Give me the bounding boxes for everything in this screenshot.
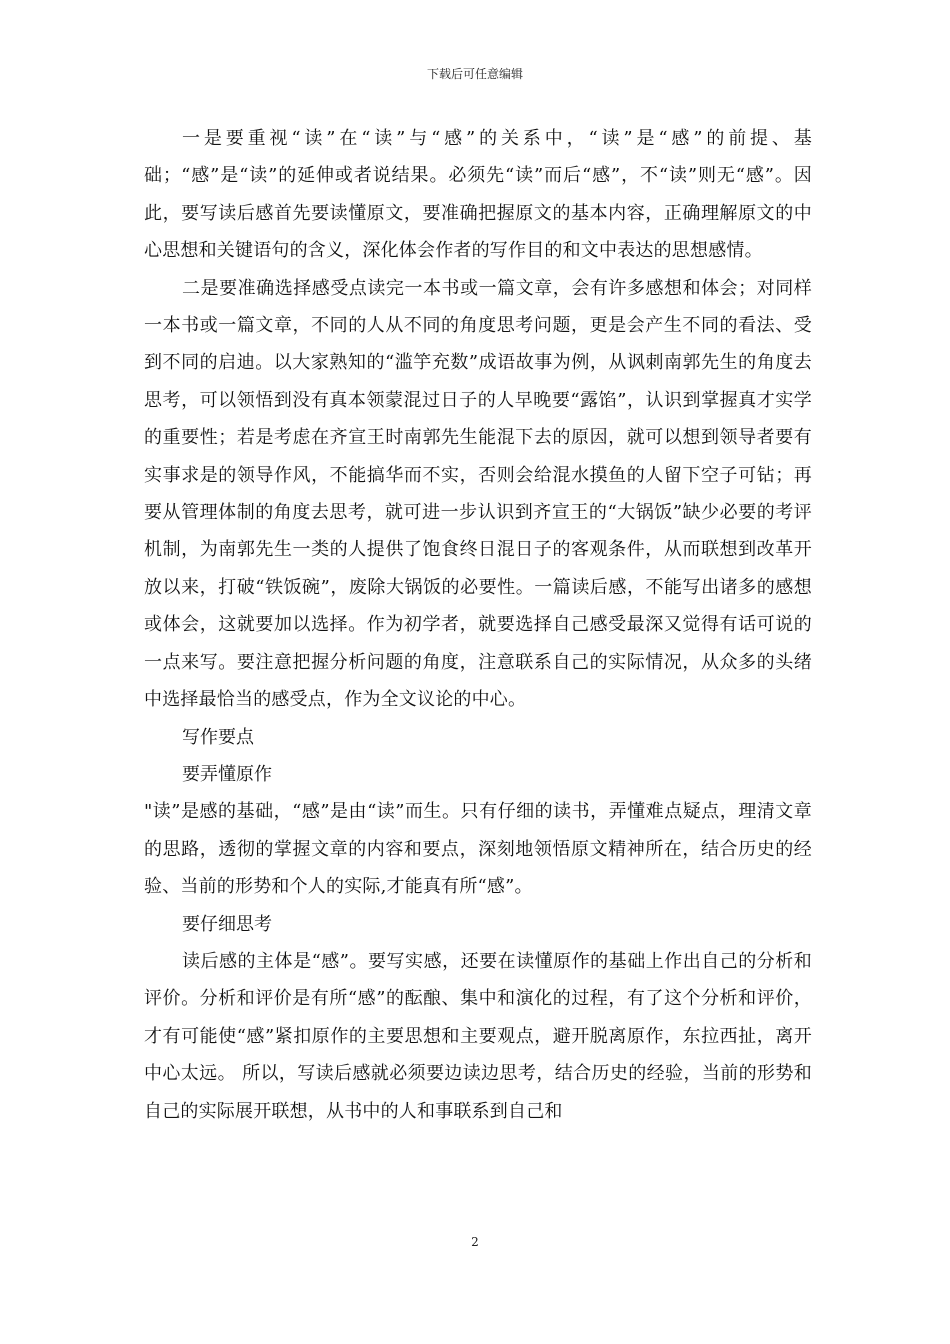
paragraph-4: 读后感的主体是“感”。要写实感，还要在读懂原作的基础上作出自己的分析和评价。分析和评价是有所“感”的酝酿、集中和演化的过程，有了这个分析和评价，才有可能使“感”紧扣原作的主要思想和主要观点，避开脱离原作，东拉西扯，离开中心太远。 所以，写读后感就必须要边读边思考，结合历史的经验，当前的形势和自己的实际展开联想，从书中的人和事联系到自己和 [144,950,812,1122]
page-number: 2 [471,1235,479,1249]
subheading-understand-original: 要弄懂原作 [182,763,272,785]
page-header: 下载后可任意编辑 [426,67,523,81]
paragraph-3: "读”是感的基础，“感”是由“读”而生。只有仔细的读书，弄懂难点疑点，理清文章的思路，透彻的掌握文章的内容和要点，深刻地领悟原文精神所在，结合历史的经验、当前的形势和个人的实际,才能真有所“感”。 [144,801,812,898]
document-body [144,120,812,1130]
subheading-think-carefully: 要仔细思考 [182,913,272,935]
paragraph-2: 二是要准确选择感受点读完一本书或一篇文章，会有许多感想和体会；对同样一本书或一篇文章，不同的人从不同的角度思考问题，更是会产生不同的看法、受到不同的启迪。以大家熟知的“滥竽充数”成语故事为例，从讽刺南郭先生的角度去思考，可以领悟到没有真本领蒙混过日子的人早晚要“露馅”，认识到掌握真才实学的重要性；若是考虑在齐宣王时南郭先生能混下去的原因，就可以想到领导者要有实事求是的领导作风，不能搞华而不实，否则会给混水摸鱼的人留下空子可钻；再要从管理体制的角度去思考，就可进一步认识到齐宣王的“大锅饭”缺少必要的考评机制，为南郭先生一类的人提供了饱食终日混日子的客观条件，从而联想到改革开放以来，打破“铁饭碗”，废除大锅饭的必要性。一篇读后感，不能写出诸多的感想或体会，这就要加以选择。作为初学者，就要选择自己感受最深又觉得有话可说的一点来写。要注意把握分析问题的角度，注意联系自己的实际情况，从众多的头绪中选择最恰当的感受点，作为全文议论的中心。 [144,277,812,711]
paragraph-1: 一是要重视“读”在“读”与“感”的关系中，“读”是“感”的前提、基础；“感”是“读”的延伸或者说结果。必须先“读”而后“感”，不“读”则无“感”。因此，要写读后感首先要读懂原文，要准确把握原文的基本内容，正确理解原文的中心思想和关键语句的含义，深化体会作者的写作目的和文中表达的思想感情。 [144,128,812,262]
section-heading-writing-points: 写作要点 [182,726,254,748]
